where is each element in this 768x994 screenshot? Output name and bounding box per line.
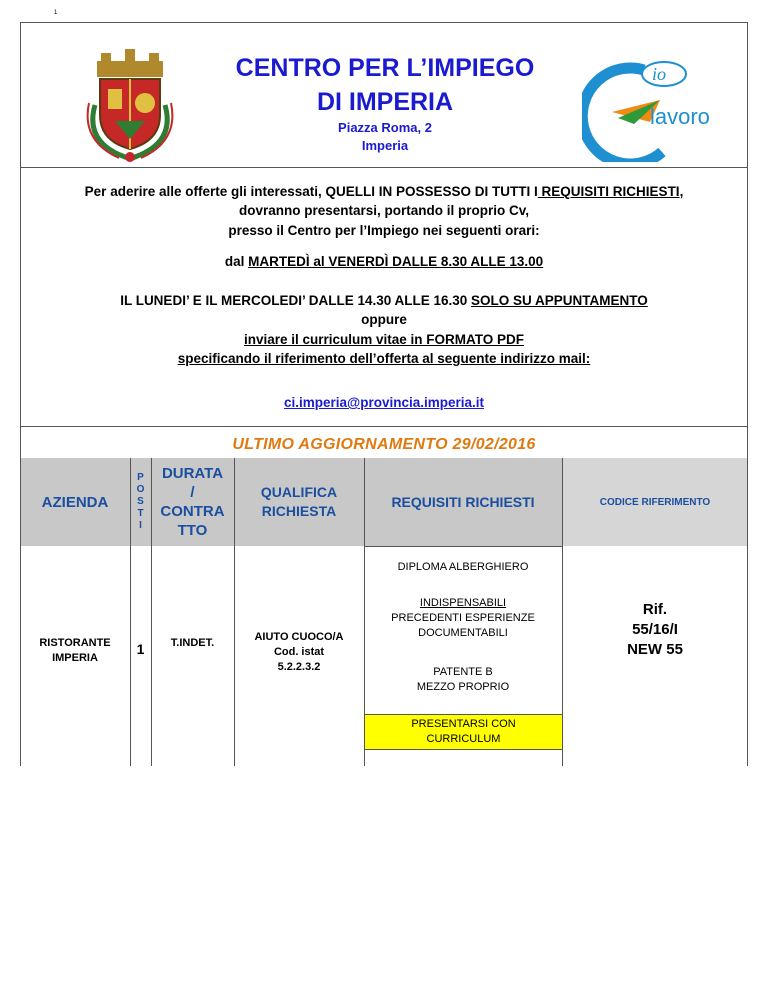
info-hours-days: MARTEDÌ al VENERDÌ DALLE 8.30 ALLE 13.00 — [248, 254, 544, 269]
info-appointment-underlined: SOLO SU APPUNTAMENTO — [471, 293, 648, 308]
office-city-title: DI IMPERIA — [316, 88, 454, 116]
email-link[interactable]: ci.imperia@provincia.imperia.it — [284, 395, 484, 410]
info-line-1 — [20, 182, 748, 201]
col-qualifica: QUALIFICA RICHIESTA — [260, 484, 338, 519]
divider — [20, 167, 748, 168]
io-lavoro-logo — [582, 52, 742, 162]
cell-azienda: RISTORANTE IMPERIA — [39, 637, 111, 664]
req-patente: PATENTE B MEZZO PROPRIO — [416, 666, 510, 693]
info-send-cv: inviare il curriculum vitae in FORMATO PDF — [243, 332, 525, 347]
logo-io-text: io — [652, 64, 667, 84]
email-row — [20, 393, 748, 412]
info-hours — [20, 252, 748, 271]
info-oppure: oppure — [361, 312, 407, 327]
col-azienda: AZIENDA — [41, 493, 109, 511]
req-esperienze: PRECEDENTI ESPERIENZE DOCUMENTABILI — [391, 612, 535, 639]
info-line-2: dovranno presentarsi, portando il proprio Cv, — [238, 203, 530, 218]
col-durata: DURATA / CONTRA TTO — [160, 465, 225, 539]
req-presentarsi: PRESENTARSI CON CURRICULUM — [364, 714, 563, 750]
info-line-1-underlined: REQUISITI RICHIESTI — [537, 184, 680, 199]
page-mark: 1 — [54, 10, 58, 16]
req-indispensabili: INDISPENSABILI — [419, 597, 507, 609]
info-line-3: presso il Centro per l’Impiego nei seguenti orari: — [228, 223, 540, 238]
divider — [20, 426, 748, 427]
req-diploma: DIPLOMA ALBERGHIERO — [397, 561, 529, 573]
job-table — [20, 458, 748, 766]
col-requisiti: REQUISITI RICHIESTI — [391, 494, 535, 510]
info-appointment — [20, 291, 748, 310]
info-hours-prefix: dal — [224, 254, 249, 269]
cell-posti: 1 — [136, 641, 145, 657]
office-city: Imperia — [361, 138, 409, 153]
cell-durata: T.INDET. — [170, 637, 215, 649]
office-address: Piazza Roma, 2 — [338, 120, 432, 135]
cell-qualifica: AIUTO CUOCO/A Cod. istat 5.2.2.3.2 — [254, 631, 344, 673]
col-posti: P O S T I — [136, 472, 145, 531]
req-top-border — [364, 546, 562, 547]
info-appointment-text: IL LUNEDI’ E IL MERCOLEDI’ DALLE 14.30 ALLE 16.30 — [120, 293, 472, 308]
col-codice: CODICE RIFERIMENTO — [599, 496, 711, 508]
last-update: ULTIMO AGGIORNAMENTO 29/02/2016 — [232, 436, 536, 453]
cell-codice: Rif. 55/16/I NEW 55 — [627, 601, 683, 658]
province-crest-icon — [75, 45, 185, 163]
office-title: CENTRO PER L’IMPIEGO — [235, 54, 535, 82]
info-line-1-end: , — [679, 184, 684, 199]
info-specify-ref: specificando il riferimento dell’offerta al seguente indirizzo mail: — [177, 351, 591, 366]
logo-lavoro-text: lavoro — [650, 104, 710, 129]
info-line-1-text: Per aderire alle offerte gli interessati, QUELLI IN POSSESSO DI TUTTI I — [84, 184, 538, 199]
